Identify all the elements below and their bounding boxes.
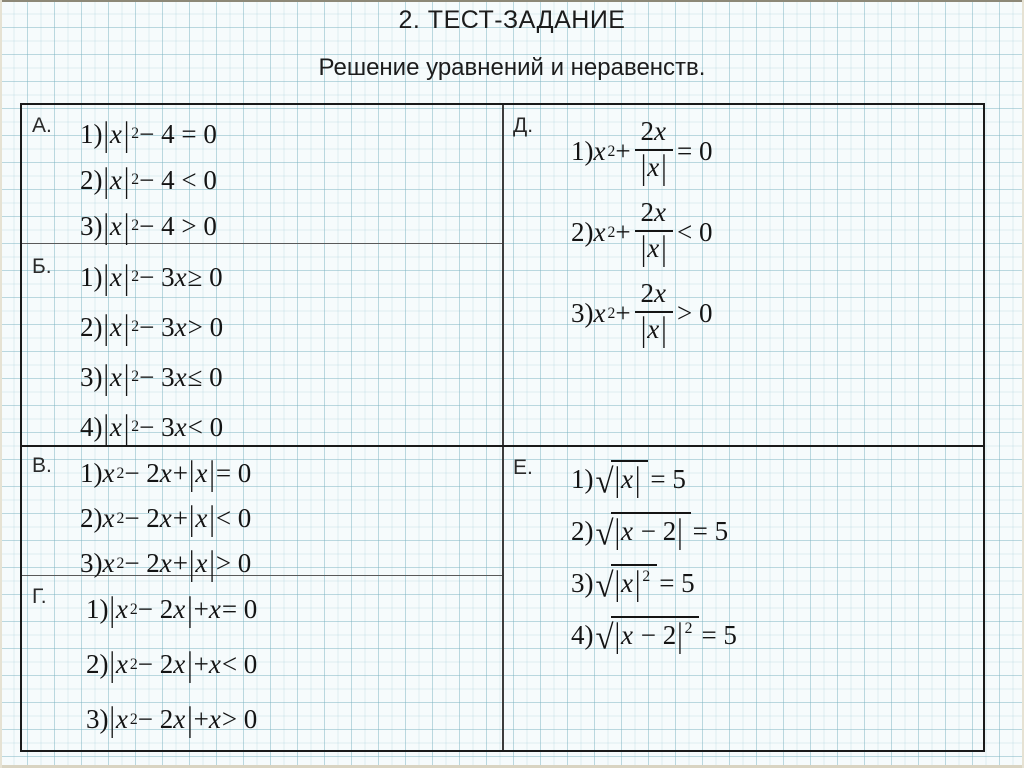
equations-table	[20, 103, 985, 752]
cell-section-b	[22, 244, 502, 445]
formula-line: 1) x 2 + $\frac{2x}{|x|}$ = 0	[571, 116, 713, 186]
formula-line: 3) √|x| $^2$ = 5	[571, 563, 695, 605]
formula-list-g	[64, 582, 502, 750]
formula-line: 2) | x 2 − 2 x | + x < 0	[86, 644, 258, 684]
formula-line: 1) x 2 − 2 x + | x | = 0	[80, 453, 252, 493]
page-title: 2. ТЕСТ-ЗАДАНИЕ	[398, 6, 626, 34]
formula-list-d	[545, 111, 983, 445]
cell-section-g	[22, 576, 502, 750]
page-subtitle: Решение уравнений и неравенств.	[318, 54, 706, 81]
formula-line: 2) x 2 + $\frac{2x}{|x|}$ < 0	[571, 197, 713, 267]
formula-line: 2) x 2 − 2 x + | x | < 0	[80, 498, 252, 538]
formula-line: 3) | x | 2 − 3 x ≤ 0	[80, 357, 223, 396]
formula-line: 3) x 2 + $\frac{2x}{|x|}$ > 0	[571, 278, 713, 348]
cell-section-d	[504, 105, 983, 445]
formula-line: 2) √|x − 2| = 5	[571, 511, 729, 553]
formula-line: 3) | x | 2 − 4 > 0	[80, 206, 217, 245]
slide-edge-top	[0, 0, 1024, 2]
slide-edge-left	[0, 0, 2, 768]
cell-section-v	[22, 447, 502, 583]
formula-line: 1) | x | 2 − 3 x ≥ 0	[80, 257, 223, 296]
formula-line: 2) | x | 2 − 3 x > 0	[80, 307, 224, 346]
formula-line: 3) | x 2 − 2 x | + x > 0	[86, 699, 258, 739]
section-label-e: Е.	[513, 456, 533, 479]
formula-list-b	[64, 252, 502, 445]
formula-list-e	[545, 453, 983, 750]
formula-list-v	[64, 451, 502, 583]
cell-section-a	[22, 105, 502, 243]
formula-line: 2) | x | 2 − 4 < 0	[80, 160, 217, 199]
formula-line: 1) | x | 2 − 4 = 0	[80, 114, 217, 153]
section-label-v: В.	[32, 454, 52, 477]
formula-list-a	[64, 111, 502, 243]
section-label-b: Б.	[32, 255, 52, 278]
formula-line: 1) | x 2 − 2 x | + x = 0	[86, 589, 258, 629]
cell-section-e	[504, 447, 983, 750]
formula-line: 3) x 2 − 2 x + | x | > 0	[80, 543, 252, 583]
section-label-a: А.	[32, 114, 52, 137]
formula-line: 4) | x | 2 − 3 x < 0	[80, 407, 224, 446]
section-label-d: Д.	[513, 114, 534, 137]
formula-line: 1) √|x| = 5	[571, 459, 686, 501]
formula-line: 4) √|x − 2| $^2$ = 5	[571, 615, 737, 657]
section-label-g: Г.	[32, 585, 47, 608]
